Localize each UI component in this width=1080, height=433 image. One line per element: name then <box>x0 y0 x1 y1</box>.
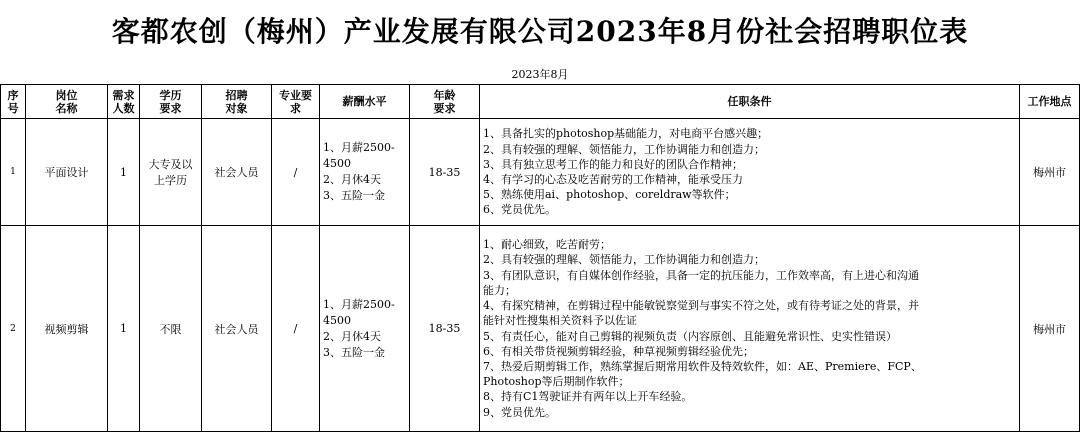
row-salary: 1、月薪2500- 4500 2、月休4天 3、五险一金 <box>320 226 410 432</box>
header-major: 专业要 求 <box>272 85 320 119</box>
header-target: 招聘 对象 <box>202 85 272 119</box>
row-seq: 2 <box>1 226 26 432</box>
job-table <box>0 84 1080 432</box>
row-count: 1 <box>108 119 140 226</box>
table-row <box>1 226 1080 432</box>
header-count: 需求 人数 <box>108 85 140 119</box>
row-requirements: 1、具备扎实的photoshop基础能力，对电商平台感兴趣； 2、具有较强的理解、领悟能力，工作协调能力和创造力； 3、具有独立思考工作的能力和良好的团队合作精神； 4、有学习的心态及吃苦耐劳的工作精神，能承受压力 5、熟练使用ai、photoshop、coreldraw等软件； 6、党员优先。 <box>480 119 1020 226</box>
row-major: / <box>272 119 320 226</box>
row-major: / <box>272 226 320 432</box>
table-row <box>1 119 1080 226</box>
row-location: 梅州市 <box>1020 226 1080 432</box>
row-position: 视频剪辑 <box>26 226 108 432</box>
row-target: 社会人员 <box>202 226 272 432</box>
row-age: 18-35 <box>410 119 480 226</box>
row-requirements: 1、耐心细致，吃苦耐劳； 2、具有较强的理解、领悟能力，工作协调能力和创造力； 3、有团队意识，有自媒体创作经验，具备一定的抗压能力，工作效率高，有上进心和沟通 能力； 4、有探究精神，在剪辑过程中能敏锐察觉到与事实不符之处，或有待考证之处的背景，并 能针对性搜集相关资料予以佐证 5、有责任心，能对自己剪辑的视频负责（内容原创、且能避免常识性、史实性错误） 6、有相关带货视频剪辑经验，种草视频剪辑经验优先； 7、热爱后期剪辑工作，熟练掌握后期常用软件及特效软件，如：AE、Premiere、FCP、 Photoshop等后期制作软件； 8、持有C1驾驶证并有两年以上开车经验。 9、党员优先。 <box>480 226 1020 432</box>
table-date: 2023年8月 <box>511 68 569 81</box>
row-education: 大专及以 上学历 <box>140 119 202 226</box>
row-age: 18-35 <box>410 226 480 432</box>
header-row <box>1 85 1080 119</box>
row-position: 平面设计 <box>26 119 108 226</box>
row-target: 社会人员 <box>202 119 272 226</box>
header-salary: 薪酬水平 <box>320 85 410 119</box>
row-salary: 1、月薪2500- 4500 2、月休4天 3、五险一金 <box>320 119 410 226</box>
header-seq: 序 号 <box>1 85 26 119</box>
row-seq: 1 <box>1 119 26 226</box>
header-position: 岗位 名称 <box>26 85 108 119</box>
header-location: 工作地点 <box>1020 85 1080 119</box>
header-age: 年龄 要求 <box>410 85 480 119</box>
header-requirements: 任职条件 <box>480 85 1020 119</box>
page-title: 客都农创（梅州）产业发展有限公司2023年8月份社会招聘职位表 <box>111 15 969 48</box>
header-education: 学历 要求 <box>140 85 202 119</box>
row-location: 梅州市 <box>1020 119 1080 226</box>
row-education: 不限 <box>140 226 202 432</box>
row-count: 1 <box>108 226 140 432</box>
